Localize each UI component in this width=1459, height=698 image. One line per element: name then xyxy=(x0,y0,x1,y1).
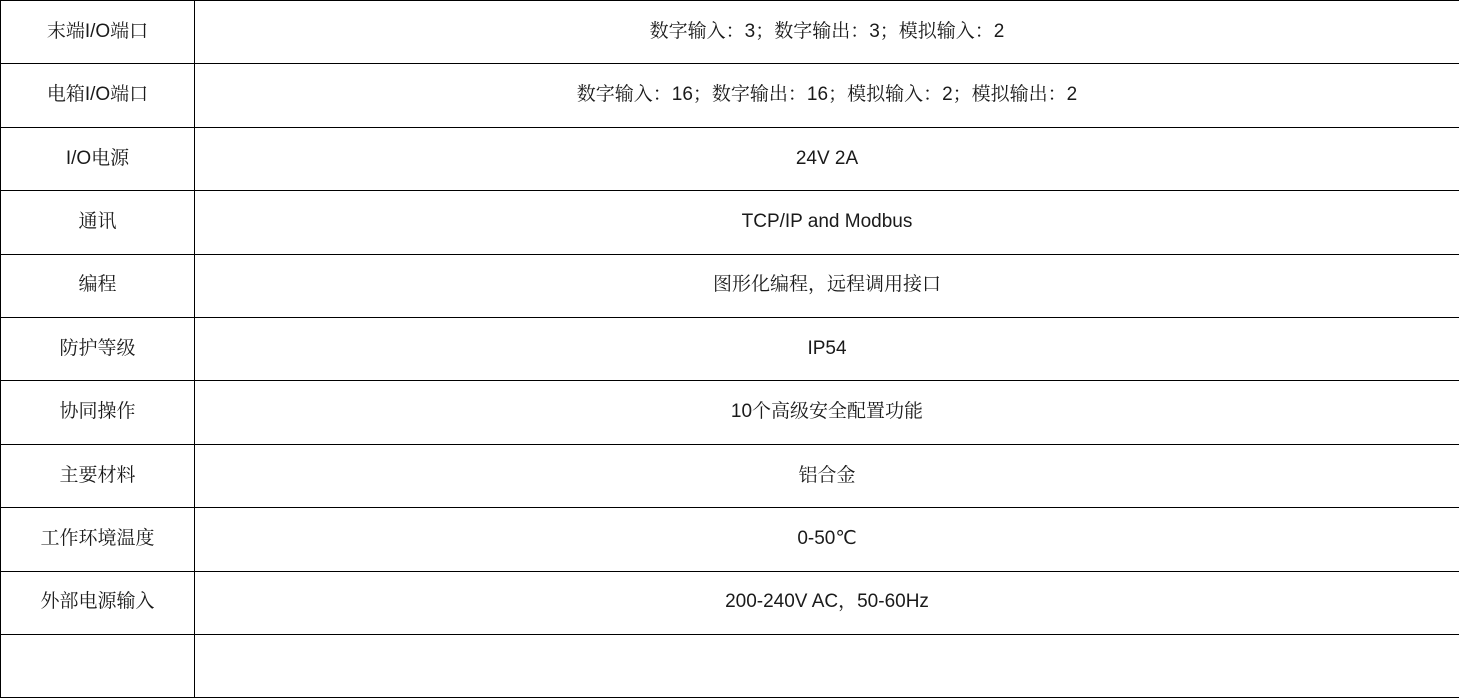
row-value: 图形化编程，远程调用接口 xyxy=(195,254,1459,317)
row-label: 通讯 xyxy=(1,191,195,254)
row-value: 200-240V AC，50-60Hz xyxy=(195,571,1459,634)
row-label: 防护等级 xyxy=(1,317,195,380)
row-label: 电箱I/O端口 xyxy=(1,64,195,127)
table-body xyxy=(1,1,1459,698)
row-value: 数字输入：3；数字输出：3；模拟输入：2 xyxy=(195,1,1459,64)
row-value: IP54 xyxy=(195,317,1459,380)
row-label xyxy=(1,634,195,697)
table-row xyxy=(1,1,1459,64)
row-label: 工作环境温度 xyxy=(1,508,195,571)
row-label: 外部电源输入 xyxy=(1,571,195,634)
table-row xyxy=(1,571,1459,634)
row-label: 协同操作 xyxy=(1,381,195,444)
table-row xyxy=(1,317,1459,380)
row-label: 编程 xyxy=(1,254,195,317)
table-row xyxy=(1,254,1459,317)
table-row xyxy=(1,127,1459,190)
row-value: 0-50℃ xyxy=(195,508,1459,571)
row-value: 数字输入：16；数字输出：16；模拟输入：2；模拟输出：2 xyxy=(195,64,1459,127)
table-row xyxy=(1,381,1459,444)
row-value: 24V 2A xyxy=(195,127,1459,190)
row-value: 铝合金 xyxy=(195,444,1459,507)
row-label: 末端I/O端口 xyxy=(1,1,195,64)
table-row xyxy=(1,64,1459,127)
row-label: 主要材料 xyxy=(1,444,195,507)
table-row xyxy=(1,191,1459,254)
table-row xyxy=(1,444,1459,507)
row-value: TCP/IP and Modbus xyxy=(195,191,1459,254)
row-label: I/O电源 xyxy=(1,127,195,190)
table-row xyxy=(1,508,1459,571)
row-value: 10个高级安全配置功能 xyxy=(195,381,1459,444)
row-value xyxy=(195,634,1459,697)
table-row-partial xyxy=(1,634,1459,697)
